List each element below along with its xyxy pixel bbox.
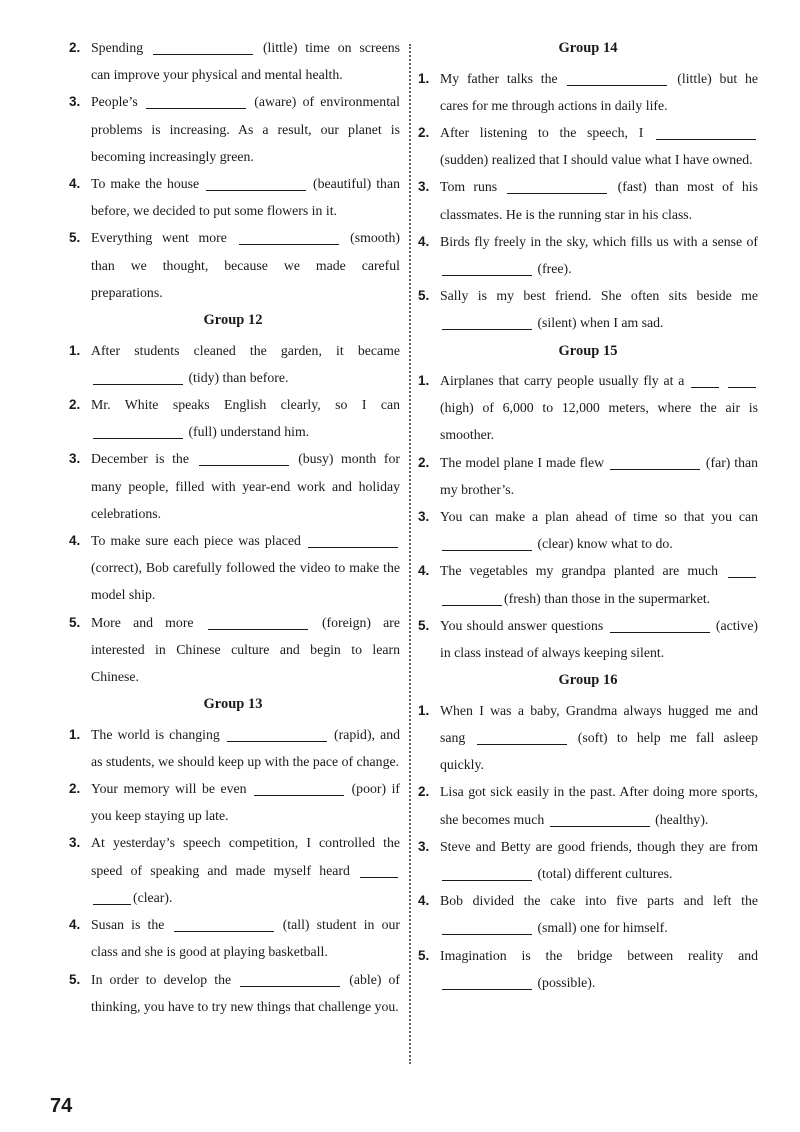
question-text: December is the (91, 451, 189, 467)
question-g16-2 (418, 778, 758, 832)
question-text: (soft) to help me fall asleep quickly. (440, 729, 758, 773)
group-16-title: Group 16 (558, 672, 618, 689)
question-text: Sally is my best friend. She often sits beside me (440, 288, 758, 304)
question-text: People’s (91, 94, 138, 110)
question-text: (fast) than most of his classmates. He is the running star in his class. (440, 179, 758, 222)
question-number: 4. (418, 563, 430, 579)
question-text: When I was a baby, Grandma always hugged me and sang (440, 702, 758, 745)
question-text: To make sure each piece was placed (91, 532, 301, 548)
question-g12-1 (66, 337, 400, 391)
answer-blank[interactable] (656, 124, 756, 140)
question-number: 5. (418, 288, 430, 304)
question-text: (rapid), and as students, we should keep up with the pace of change. (91, 726, 401, 769)
group-14-title: Group 14 (558, 40, 618, 56)
question-g15-1 (418, 367, 758, 449)
question-text: Spending (91, 40, 144, 55)
question-g13-4 (66, 911, 400, 965)
question-number: 3. (69, 94, 81, 110)
answer-blank[interactable] (206, 175, 306, 191)
question-text: The world is changing (91, 726, 220, 742)
answer-blank[interactable] (442, 314, 532, 330)
question-text: (poor) if you keep staying up late. (91, 781, 400, 824)
answer-blank[interactable] (442, 260, 532, 276)
answer-blank[interactable] (146, 93, 246, 109)
question-g11-4 (66, 170, 400, 224)
column-divider (409, 44, 411, 1064)
question-g13-1 (66, 721, 400, 775)
answer-blank[interactable] (610, 617, 710, 633)
answer-blank[interactable] (240, 971, 340, 987)
answer-blank-continued[interactable] (442, 590, 502, 606)
answer-blank[interactable] (227, 726, 327, 742)
question-text: Birds fly freely in the sky, which fills us with a sense of (440, 233, 758, 249)
question-text: (tidy) than before. (188, 369, 289, 385)
question-text: After listening to the speech, I (440, 124, 644, 140)
answer-blank[interactable] (507, 178, 607, 194)
question-g15-4 (418, 557, 758, 611)
question-text: (busy) month for many people, filled with year-end work and holiday celebrations. (91, 451, 401, 521)
question-number: 3. (418, 838, 430, 854)
group-12-title: Group 12 (203, 312, 263, 329)
answer-blank[interactable] (442, 974, 532, 990)
question-text: (silent) when I am sad. (537, 315, 664, 331)
question-text: (active) in class instead of always keeping silent. (440, 617, 759, 661)
question-text: More and more (91, 614, 194, 630)
question-text: (correct), Bob carefully followed the video to make the model ship. (91, 560, 400, 603)
question-g14-4 (418, 228, 758, 282)
answer-blank[interactable] (477, 729, 567, 745)
question-g14-1 (418, 65, 758, 119)
question-text: (aware) of environmental problems is increasing. As a result, our planet is becoming increasingly green. (91, 94, 400, 164)
question-text: Airplanes that carry people usually fly at a (440, 373, 685, 389)
group-13-title: Group 13 (203, 696, 263, 713)
question-text: (far) than my brother’s. (440, 454, 759, 497)
question-text: (free). (537, 260, 572, 276)
answer-blank[interactable] (728, 562, 756, 578)
question-number: 5. (69, 971, 81, 987)
question-text: Imagination is the bridge between reality and (440, 947, 758, 963)
answer-blank[interactable] (550, 811, 650, 827)
right-column (418, 34, 758, 996)
question-number: 1. (418, 702, 430, 718)
question-text: You can make a plan ahead of time so that you can (440, 509, 758, 525)
question-text: Steve and Betty are good friends, though they are from (440, 838, 758, 854)
answer-blank[interactable] (239, 229, 339, 245)
question-text: Everything went more (91, 230, 227, 246)
question-text: Your memory will be even (91, 781, 247, 797)
question-number: 2. (69, 781, 81, 797)
answer-blank[interactable] (691, 372, 719, 388)
question-number: 1. (418, 70, 430, 86)
question-number: 2. (418, 454, 430, 470)
question-g12-3 (66, 445, 400, 527)
question-number: 4. (69, 917, 81, 933)
page-number: 74 (50, 1095, 73, 1117)
answer-blank[interactable] (254, 780, 344, 796)
question-text: (total) different cultures. (537, 865, 673, 881)
question-g16-4 (418, 887, 758, 941)
question-g12-2 (66, 391, 400, 445)
question-number: 3. (69, 835, 81, 851)
question-number: 5. (418, 617, 430, 633)
question-text: (possible). (537, 974, 596, 990)
question-text: (little) time on screens can improve your physical and mental health. (91, 40, 401, 83)
question-text: After students cleaned the garden, it became (91, 342, 400, 358)
answer-blank[interactable] (360, 862, 398, 878)
question-number: 1. (418, 373, 430, 389)
question-g14-2 (418, 119, 758, 173)
question-g16-3 (418, 833, 758, 887)
question-text: (small) one for himself. (537, 920, 668, 936)
answer-blank[interactable] (93, 369, 183, 385)
answer-blank[interactable] (93, 423, 183, 439)
question-text: (healthy). (655, 811, 709, 827)
question-g16-1 (418, 697, 758, 779)
question-number: 1. (69, 726, 81, 742)
question-g13-5 (66, 966, 400, 1020)
question-g16-5 (418, 942, 758, 996)
answer-blank-continued[interactable] (93, 889, 131, 905)
answer-blank[interactable] (442, 865, 532, 881)
question-g15-2 (418, 449, 758, 503)
question-g13-3 (66, 829, 400, 911)
question-number: 5. (69, 230, 81, 246)
question-text: The model plane I made flew (440, 454, 605, 470)
question-text: (high) of 6,000 to 12,000 meters, where the air is smoother. (440, 400, 758, 443)
answer-blank[interactable] (442, 535, 532, 551)
question-number: 3. (418, 509, 430, 525)
question-text: At yesterday’s speech competition, I controlled the speed of speaking and made myself heard (91, 835, 400, 878)
question-number: 4. (418, 233, 430, 249)
question-text: You should answer questions (440, 617, 604, 633)
question-text: Susan is the (91, 917, 165, 933)
answer-blank[interactable] (610, 454, 700, 470)
question-text: In order to develop the (91, 971, 232, 987)
question-number: 1. (69, 342, 81, 358)
question-text: Tom runs (440, 179, 498, 195)
question-text: My father talks the (440, 70, 558, 86)
question-text: The vegetables my grandpa planted are much (440, 563, 718, 579)
question-number: 2. (69, 40, 81, 55)
question-g13-2 (66, 775, 400, 829)
answer-blank[interactable] (199, 450, 289, 466)
question-text: (clear) know what to do. (537, 536, 673, 552)
question-text: Bob divided the cake into five parts and left the (440, 893, 758, 909)
question-text: (smooth) than we thought, because we made careful preparations. (91, 230, 400, 300)
answer-blank[interactable] (442, 919, 532, 935)
question-text: (tall) student in our class and she is good at playing basketball. (91, 917, 400, 960)
question-text: (able) of thinking, you have to try new things that challenge you. (91, 971, 401, 1014)
answer-blank[interactable] (308, 532, 398, 548)
question-number: 5. (69, 614, 81, 630)
answer-blank[interactable] (153, 39, 253, 55)
question-number: 3. (69, 451, 81, 467)
question-text: Lisa got sick easily in the past. After doing more sports, she becomes much (440, 784, 758, 827)
question-number: 2. (69, 396, 81, 412)
question-g12-5 (66, 609, 400, 691)
group-15-title: Group 15 (558, 342, 618, 359)
question-g15-5 (418, 612, 758, 666)
question-g11-3 (66, 88, 400, 170)
question-number: 2. (418, 784, 430, 800)
question-number: 4. (418, 893, 430, 909)
question-text: (fresh) than those in the supermarket. (504, 590, 711, 606)
question-number: 4. (69, 532, 81, 548)
question-number: 3. (418, 179, 430, 195)
question-g11-2 (66, 34, 400, 88)
answer-blank[interactable] (208, 614, 308, 630)
question-number: 2. (418, 124, 430, 140)
question-text: (clear). (133, 889, 173, 905)
answer-blank[interactable] (174, 916, 274, 932)
question-text: (little) but he cares for me through actions in daily life. (440, 70, 759, 113)
question-g15-3 (418, 503, 758, 557)
question-text: (beautiful) than before, we decided to put some flowers in it. (91, 176, 400, 219)
question-text: (foreign) are interested in Chinese culture and begin to learn Chinese. (91, 614, 401, 684)
answer-blank[interactable] (567, 70, 667, 86)
question-text: (sudden) realized that I should value what I have owned. (440, 152, 753, 168)
question-text: Mr. White speaks English clearly, so I can (91, 396, 400, 412)
question-text: To make the house (91, 176, 200, 192)
question-number: 5. (418, 947, 430, 963)
answer-blank-continued[interactable] (728, 372, 756, 388)
question-g14-5 (418, 282, 758, 336)
question-g14-3 (418, 173, 758, 227)
question-text: (full) understand him. (188, 424, 310, 440)
left-column (66, 34, 400, 1020)
question-number: 4. (69, 176, 81, 192)
question-g12-4 (66, 527, 400, 609)
question-g11-5 (66, 224, 400, 306)
